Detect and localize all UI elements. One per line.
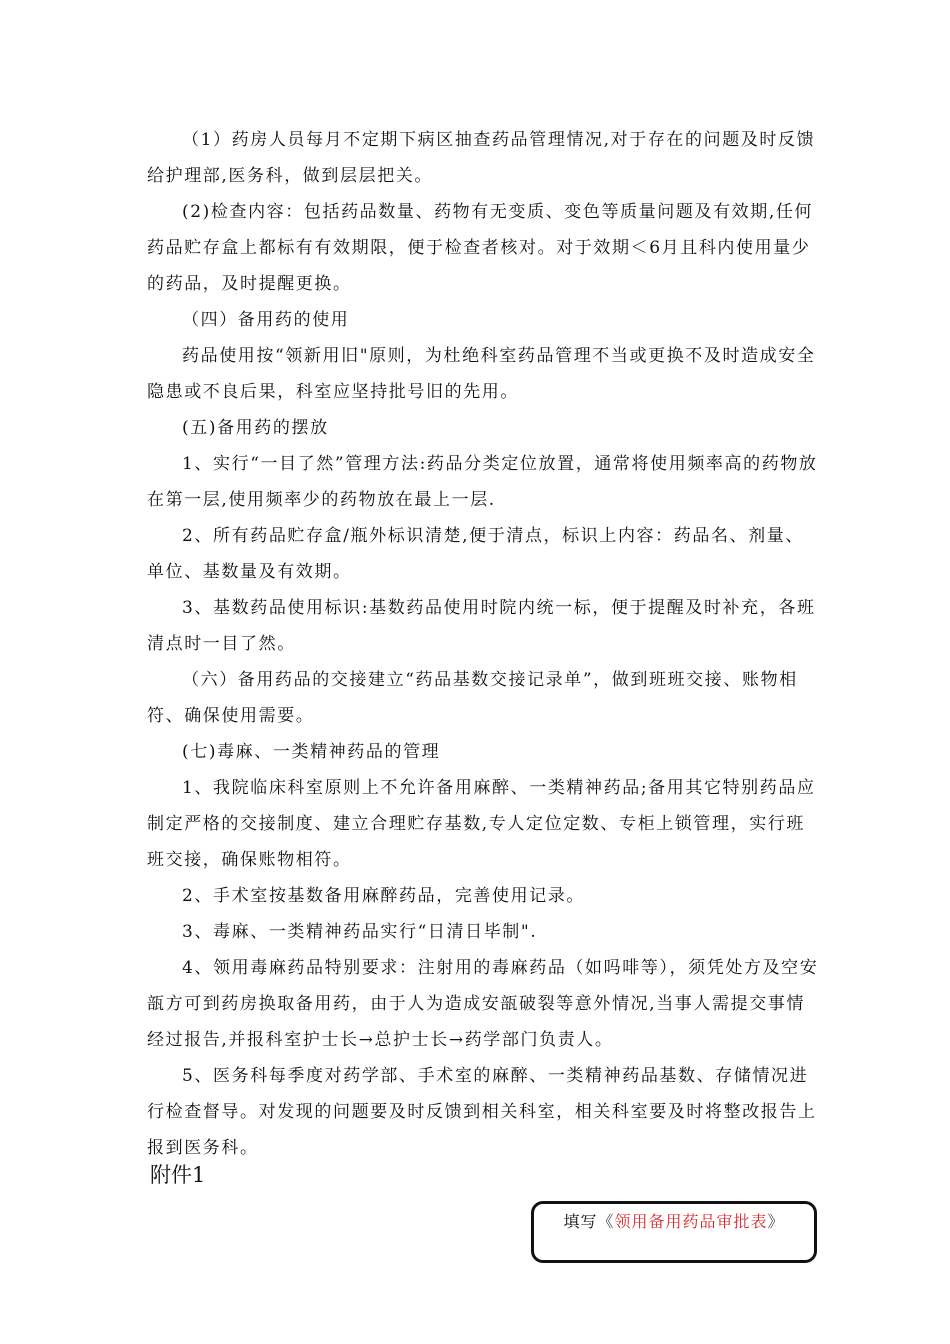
paragraph-narcotics-5: 5、医务科每季度对药学部、手术室的麻醉、一类精神药品基数、存储情况进行检查督导。对发现的问题要及时反馈到相关科室，相关科室要及时将整改报告上报到医务科。 [147, 1066, 817, 1158]
flow-box-suffix: 》 [767, 1212, 785, 1231]
flow-box-form-name: 领用备用药品审批表 [614, 1212, 768, 1231]
flowchart-step-box [531, 1201, 817, 1263]
flow-box-prefix: 填写《 [563, 1212, 615, 1231]
heading-section-5: (五)备用药的摆放 [182, 418, 329, 438]
heading-section-7: (七)毒麻、一类精神药品的管理 [182, 742, 441, 762]
heading-section-4: （四）备用药的使用 [182, 310, 350, 330]
paragraph-usage-principle: 药品使用按“领新用旧"原则，为杜绝科室药品管理不当或更换不及时造成安全隐患或不良后果，科室应坚持批号旧的先用。 [147, 346, 816, 402]
paragraph-narcotics-1: 1、我院临床科室原则上不允许备用麻醉、一类精神药品;备用其它特别药品应制定严格的交接制度、建立合理贮存基数,专人定位定数、专柜上锁管理，实行班班交接，确保账物相符。 [147, 778, 816, 870]
paragraph-narcotics-2: 2、手术室按基数备用麻醉药品，完善使用记录。 [182, 886, 586, 906]
annex-label: 附件1 [150, 1163, 206, 1187]
paragraph-narcotics-4: 4、领用毒麻药品特别要求：注射用的毒麻药品（如吗啡等），须凭处方及空安瓿方可到药房换取备用药，由于人为造成安瓿破裂等意外情况,当事人需提交事情经过报告,并报科室护士长→总护士长→药学部门负责人。 [147, 958, 819, 1050]
heading-section-6: （六）备用药品的交接建立“药品基数交接记录单”，做到班班交接、账物相符、确保使用需要。 [147, 670, 798, 726]
paragraph-inspection-content: (2)检查内容：包括药品数量、药物有无变质、变色等质量问题及有效期,任何药品贮存盒上都标有有效期限，便于检查者核对。对于效期＜6月且科内使用量少的药品，及时提醒更换。 [147, 202, 814, 294]
paragraph-placement-3: 3、基数药品使用标识:基数药品使用时院内统一标，便于提醒及时补充，各班清点时一目了然。 [147, 598, 816, 654]
paragraph-placement-2: 2、所有药品贮存盒/瓶外标识清楚,便于清点，标识上内容：药品名、剂量、单位、基数量及有效期。 [147, 526, 804, 582]
paragraph-narcotics-3: 3、毒麻、一类精神药品实行“日清日毕制". [182, 922, 538, 942]
paragraph-pharmacy-inspection: （1）药房人员每月不定期下病区抽查药品管理情况,对于存在的问题及时反馈给护理部,医务科，做到层层把关。 [147, 130, 816, 186]
paragraph-placement-1: 1、实行“一目了然”管理方法:药品分类定位放置，通常将使用频率高的药物放在第一层,使用频率少的药物放在最上一层. [147, 454, 818, 510]
